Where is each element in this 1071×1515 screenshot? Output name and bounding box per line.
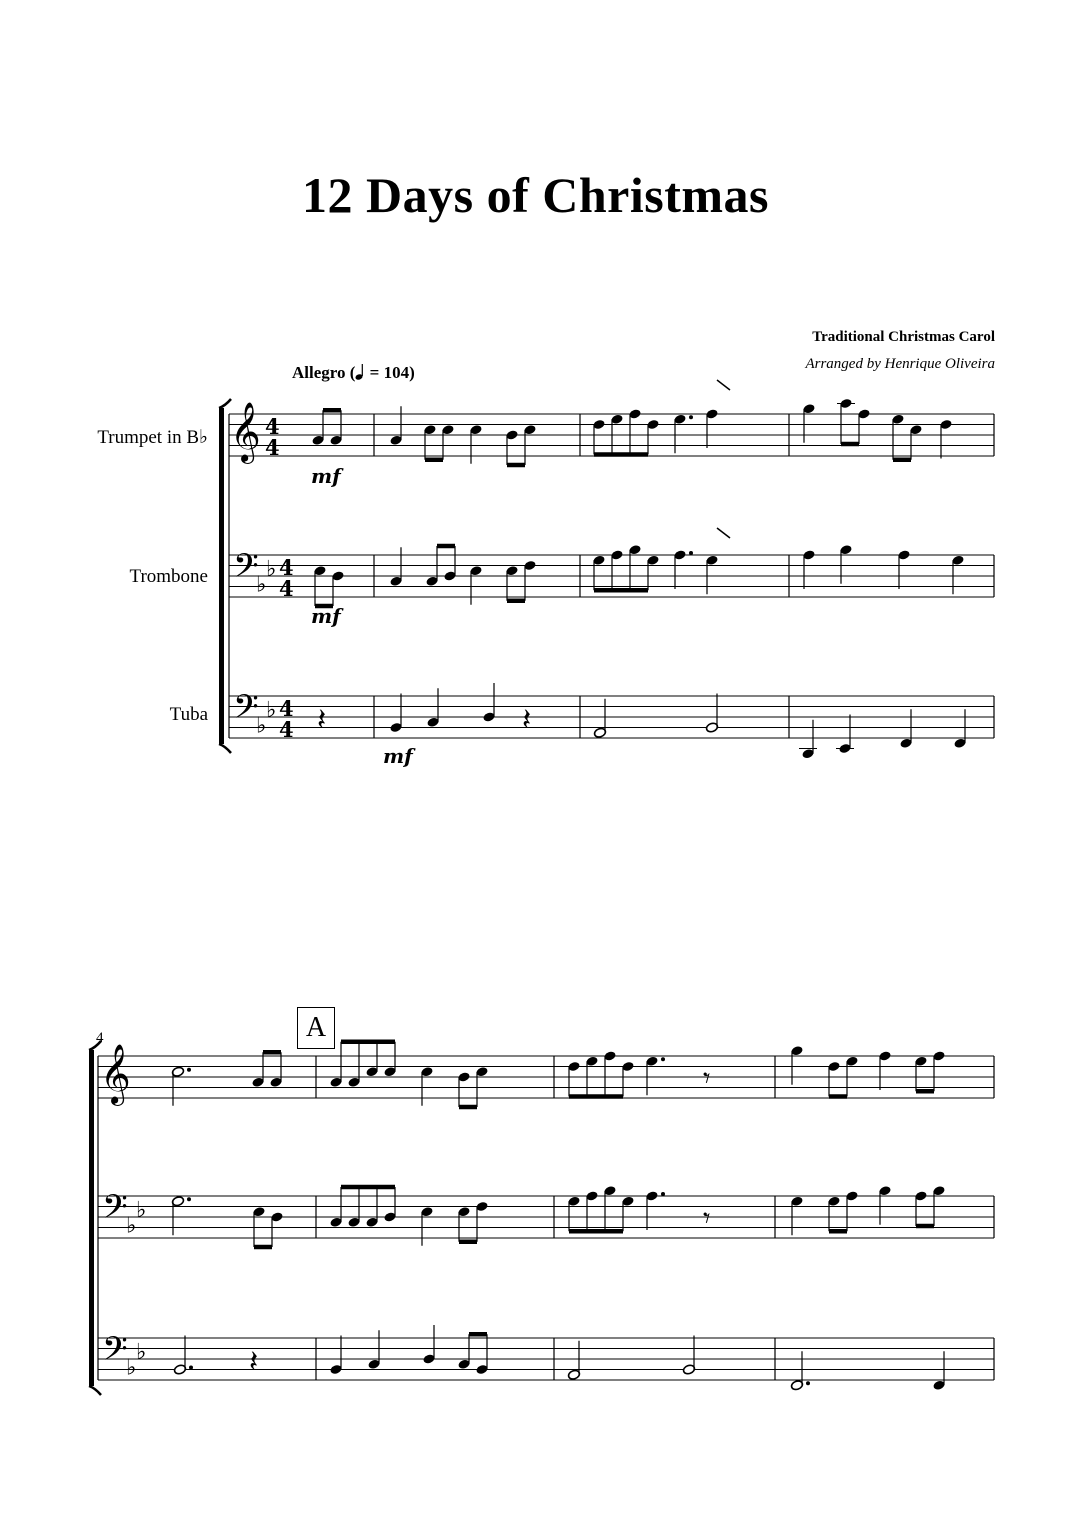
augmentation-dot xyxy=(689,415,693,419)
instrument-label-tuba: Tuba xyxy=(169,704,208,725)
dynamic-mf: mf xyxy=(383,744,413,768)
tempo-value: = 104) xyxy=(369,363,415,382)
score-title: 12 Days of Christmas xyxy=(302,167,769,223)
rehearsal-mark: A xyxy=(297,1007,335,1049)
time-signature-denominator: 4 xyxy=(279,576,294,601)
treble-clef-icon: 𝄞 xyxy=(100,1044,131,1105)
augmentation-dot xyxy=(187,1197,191,1201)
flat-accidental: ♭ xyxy=(266,556,277,582)
system-bracket xyxy=(219,408,224,744)
tempo-label: Allegro ( xyxy=(292,363,356,382)
eighth-rest: 𝄾 xyxy=(703,1201,711,1235)
augmentation-dot xyxy=(661,1057,665,1061)
instrument-label-trumpet: Trumpet in B♭ xyxy=(97,427,208,448)
flat-accidental: ♭ xyxy=(126,1213,137,1239)
flat-accidental: ♭ xyxy=(136,1339,147,1365)
measure-number: 4 xyxy=(96,1030,104,1046)
time-signature-denominator: 4 xyxy=(265,435,280,460)
flat-accidental: ♭ xyxy=(266,697,277,723)
time-signature-numerator: 4 xyxy=(279,696,294,721)
flat-accidental: ♭ xyxy=(126,1355,137,1381)
note-flag xyxy=(717,380,730,390)
flat-accidental: ♭ xyxy=(136,1197,147,1223)
quarter-rest: 𝄽 xyxy=(317,702,327,738)
time-signature-denominator: 4 xyxy=(279,717,294,742)
quarter-rest: 𝄽 xyxy=(522,702,532,738)
bass-clef-icon: 𝄢 xyxy=(102,1188,128,1235)
eighth-rest: 𝄾 xyxy=(703,1061,711,1095)
treble-clef-icon: 𝄞 xyxy=(230,402,261,463)
system-bracket xyxy=(89,1050,94,1386)
flat-accidental: ♭ xyxy=(256,713,267,739)
time-signature-numerator: 4 xyxy=(279,555,294,580)
note-flag xyxy=(717,528,730,538)
bass-clef-icon: 𝄢 xyxy=(233,688,259,735)
augmentation-dot xyxy=(189,1366,193,1370)
dynamic-mf: mf xyxy=(311,464,341,488)
bracket-hook xyxy=(219,744,231,753)
bass-clef-icon: 𝄢 xyxy=(102,1330,128,1377)
dynamic-mf: mf xyxy=(311,604,341,628)
augmentation-dot xyxy=(806,1381,810,1385)
quarter-rest: 𝄽 xyxy=(249,1344,259,1380)
augmentation-dot xyxy=(187,1068,191,1072)
arranger-credit: Arranged by Henrique Oliveira xyxy=(805,356,995,372)
time-signature-numerator: 4 xyxy=(265,414,280,439)
bass-clef-icon: 𝄢 xyxy=(233,547,259,594)
instrument-label-trombone: Trombone xyxy=(129,566,208,587)
bracket-hook xyxy=(89,1386,101,1395)
flat-accidental: ♭ xyxy=(256,572,267,598)
augmentation-dot xyxy=(689,551,693,555)
augmentation-dot xyxy=(661,1192,665,1196)
composer-credit: Traditional Christmas Carol xyxy=(812,329,995,345)
